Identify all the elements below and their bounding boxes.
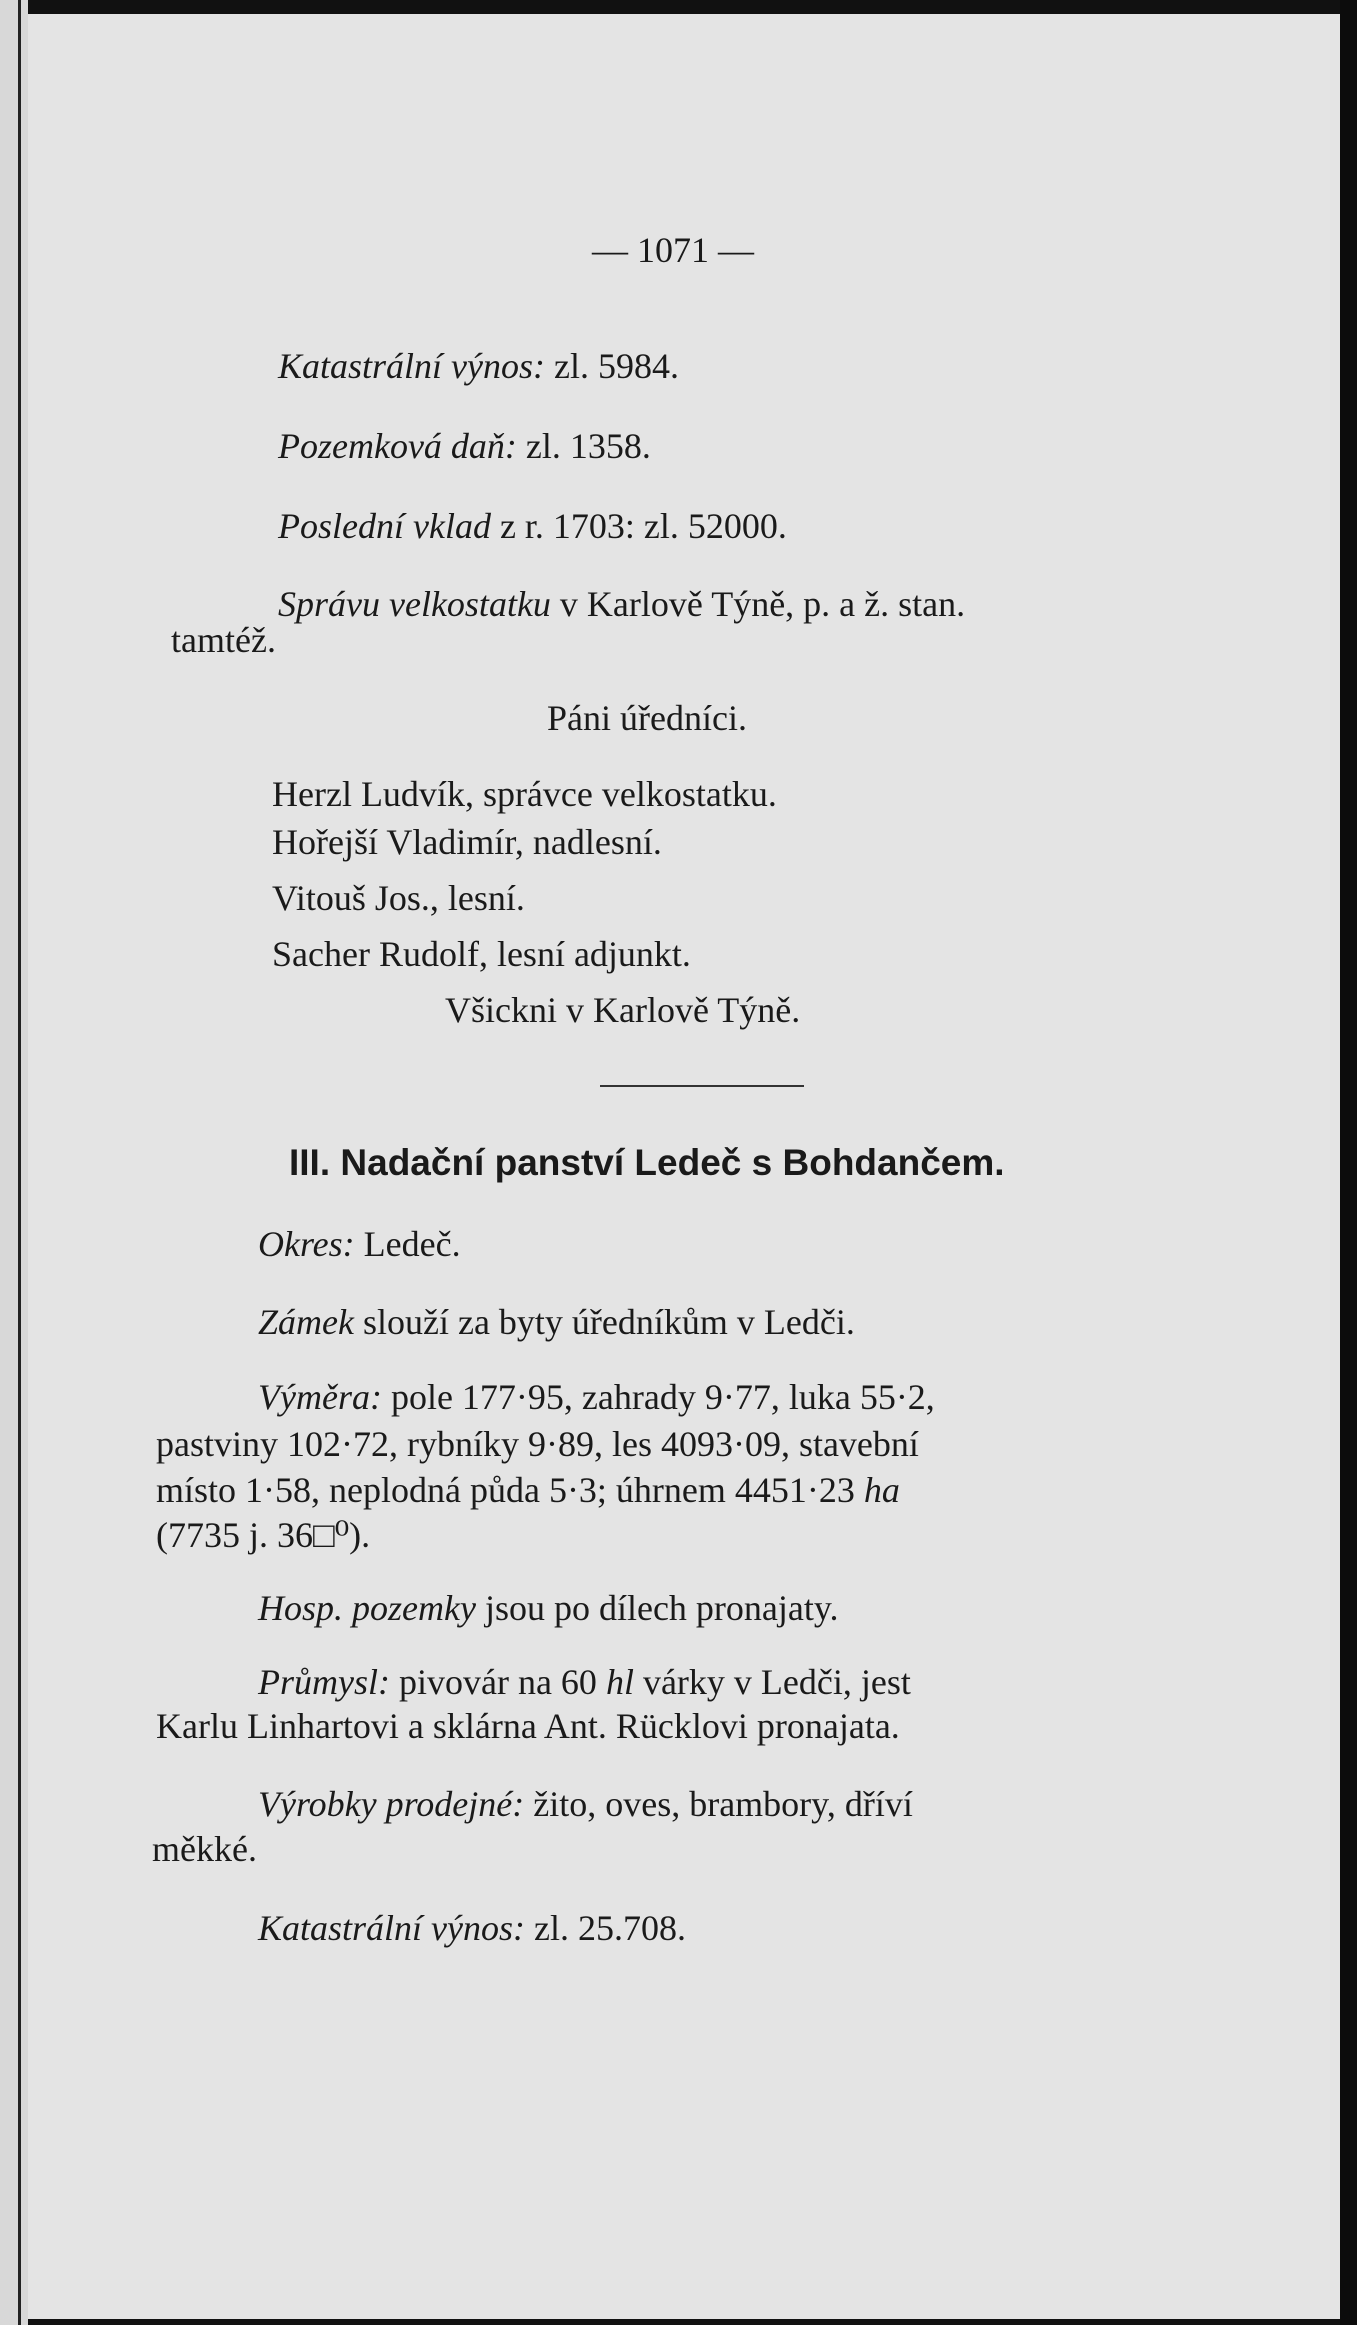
top-line-last-deposit (278, 508, 787, 544)
officials-heading: Páni úředníci. (547, 698, 747, 738)
official-item: Herzl Ludvík, správce velkostatku. (272, 774, 777, 814)
page-left-edge (0, 0, 28, 2325)
officials-location: Všickni v Karlově Týně. (445, 990, 801, 1030)
top-line-value: v Karlově Týně, p. a ž. stan. (550, 584, 966, 624)
official-item: Vitouš Jos., lesní. (272, 878, 525, 918)
industry-unit: hl (605, 1662, 634, 1702)
district-line (258, 1226, 461, 1262)
farm-land-value: jsou po dílech pronajaty. (475, 1588, 839, 1628)
area-unit: ha (863, 1470, 900, 1510)
page-right-edge (1340, 0, 1357, 2325)
top-line-label: Pozemková daň: (278, 426, 517, 466)
top-line-land-tax (278, 428, 651, 464)
district-value: Ledeč. (354, 1224, 461, 1264)
farm-land-line (258, 1590, 839, 1626)
district-label: Okres: (258, 1224, 355, 1264)
products-label: Výrobky prodejné: (258, 1784, 525, 1824)
castle-line (258, 1304, 855, 1340)
top-line-value: zl. 5984. (545, 346, 679, 386)
products-line-1 (258, 1786, 913, 1822)
area-line-3 (156, 1472, 900, 1508)
industry-text: várky v Ledči, jest (633, 1662, 911, 1702)
top-line-value: zl. 1358. (516, 426, 651, 466)
cadastral-yield-line (258, 1910, 686, 1946)
section-divider (600, 1085, 804, 1087)
area-total: místo 1·58, neplodná půda 5·3; úhrnem 4451·23 (156, 1470, 864, 1510)
book-page (28, 14, 1340, 2319)
top-line-cadastral (278, 348, 679, 384)
industry-label: Průmysl: (258, 1662, 390, 1702)
area-line-1 (258, 1379, 935, 1415)
official-item: Hořejší Vladimír, nadlesní. (272, 822, 662, 862)
area-label: Výměra: (258, 1377, 382, 1417)
area-line-2: pastviny 102·72, rybníky 9·89, les 4093·09, stavební (156, 1424, 919, 1464)
castle-value: slouží za byty úředníkům v Ledči. (353, 1302, 855, 1342)
top-line-value: z r. 1703: zl. 52000. (490, 506, 787, 546)
products-value: žito, oves, brambory, dříví (524, 1784, 913, 1824)
cadastral-yield-label: Katastrální výnos: (258, 1908, 525, 1948)
industry-line-2: Karlu Linhartovi a sklárna Ant. Rücklovi pronajata. (156, 1706, 900, 1746)
castle-label: Zámek (258, 1302, 354, 1342)
area-line-4: (7735 j. 36□⁰). (156, 1515, 371, 1555)
farm-land-label: Hosp. pozemky (258, 1588, 476, 1628)
page-number: — 1071 — (592, 230, 754, 270)
industry-line-1 (258, 1664, 911, 1700)
binding-line (18, 0, 21, 2325)
top-line-management (278, 586, 965, 622)
section-title: III. Nadační panství Ledeč s Bohdančem. (289, 1142, 1005, 1183)
top-line-label: Správu velkostatku (278, 584, 551, 624)
industry-text: pivovár na 60 (389, 1662, 606, 1702)
area-values: pole 177·95, zahrady 9·77, luka 55·2, (381, 1377, 935, 1417)
cadastral-yield-value: zl. 25.708. (525, 1908, 686, 1948)
products-line-2: měkké. (152, 1829, 257, 1869)
top-line-label: Poslední vklad (278, 506, 491, 546)
official-item: Sacher Rudolf, lesní adjunkt. (272, 934, 691, 974)
top-line-label: Katastrální výnos: (278, 346, 545, 386)
management-continuation: tamtéž. (171, 620, 276, 660)
